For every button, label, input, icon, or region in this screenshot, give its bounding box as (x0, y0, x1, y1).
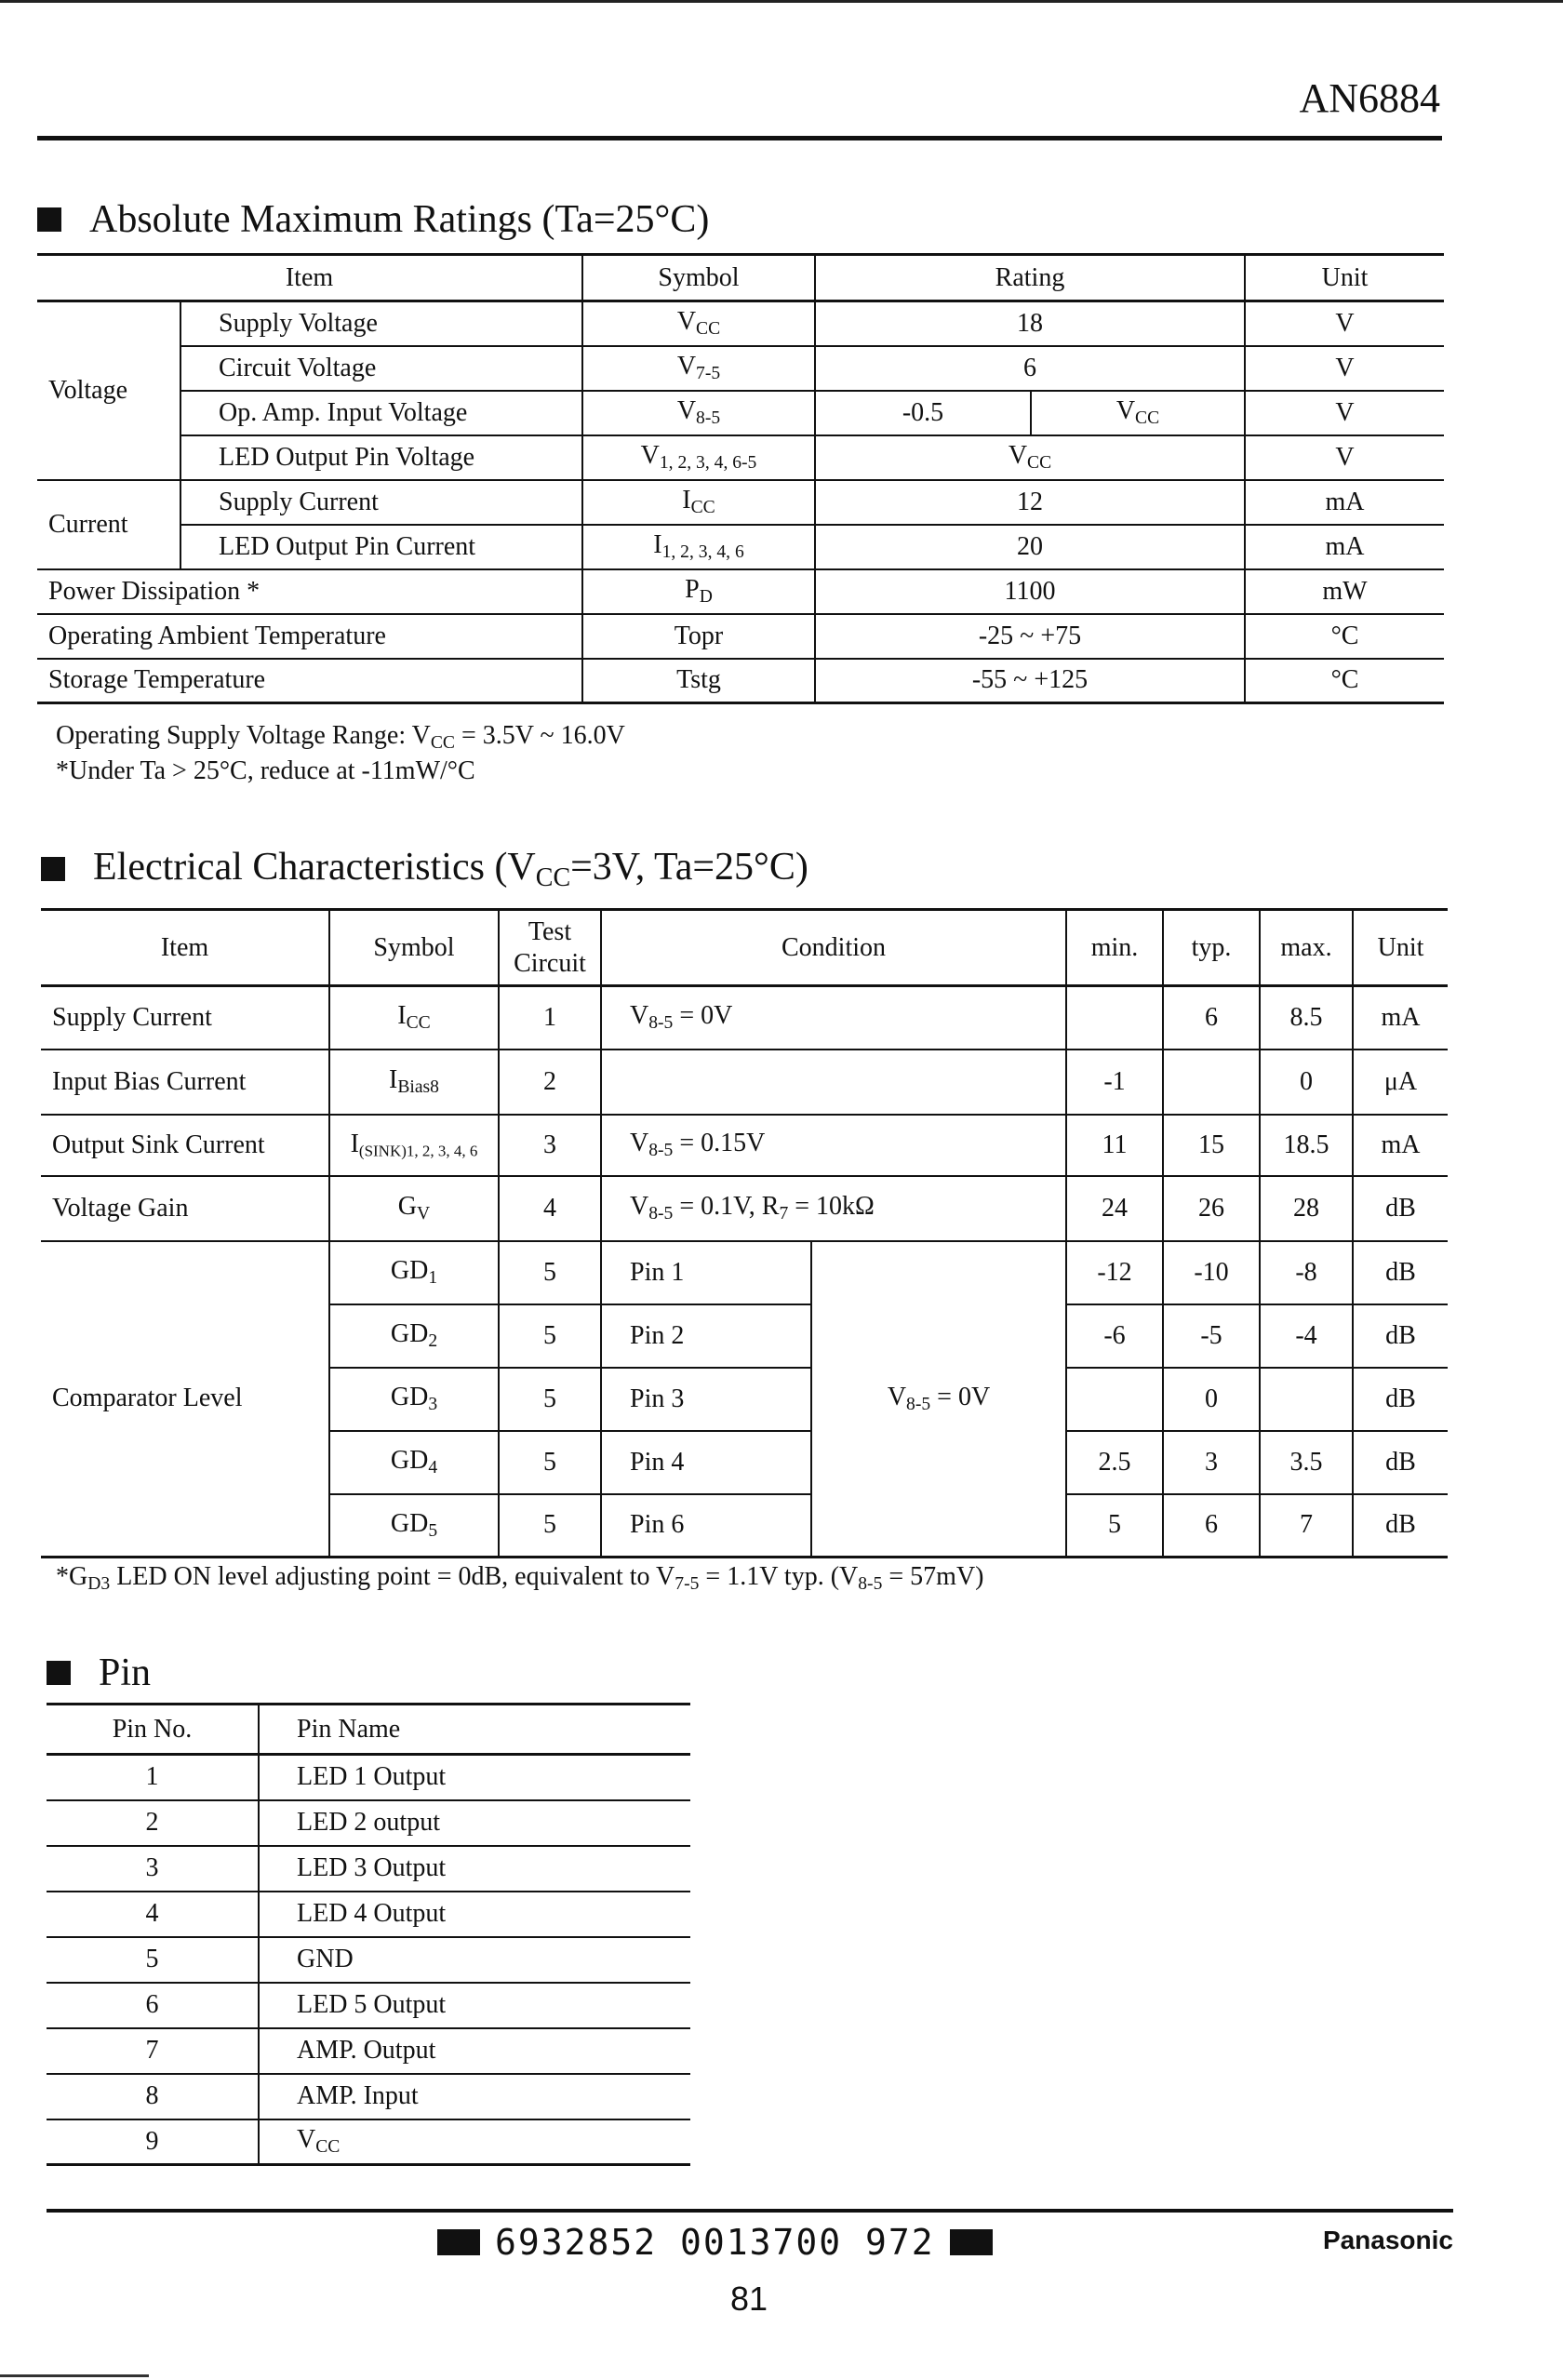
amr-symbol: Topr (582, 614, 815, 659)
ec-min: 11 (1066, 1115, 1163, 1176)
col-header-test-circuit: Test Circuit (499, 910, 601, 986)
ec-pin: Pin 4 (601, 1431, 811, 1494)
ec-max: 7 (1260, 1494, 1353, 1558)
comparator-level-item: Comparator Level (41, 1241, 329, 1558)
amr-symbol: $V_{8-5}$ (582, 391, 815, 435)
amr-unit: °C (1330, 665, 1359, 695)
ec-condition: $V_{8-5} = 0.15V$ (601, 1115, 1066, 1176)
ec-test-circuit: 5 (499, 1431, 601, 1494)
amr-symbol: $I_{1, 2, 3, 4, 6}$ (582, 525, 815, 569)
pin-name: AMP. Output (297, 2036, 436, 2065)
ec-max: 18.5 (1260, 1115, 1353, 1176)
ec-symbol: $I_{(SINK)1, 2, 3, 4, 6}$ (329, 1115, 499, 1176)
ec-test-circuit: 5 (499, 1494, 601, 1558)
ec-min: -1 (1066, 1050, 1163, 1115)
amr-symbol: $P_D$ (582, 569, 815, 614)
col-header-max: max. (1260, 910, 1353, 986)
ec-condition (601, 1050, 1066, 1115)
black-block-icon (950, 2229, 993, 2255)
ec-max: -8 (1260, 1241, 1353, 1304)
footer-code (437, 2222, 993, 2263)
ec-min (1066, 986, 1163, 1050)
ec-condition: $V_{8-5} = 0V$ (601, 986, 1066, 1050)
amr-item: LED Output Pin Current (180, 525, 582, 569)
pin-number: 9 (47, 2119, 259, 2165)
pin-table (47, 1703, 690, 2166)
amr-unit: V (1335, 308, 1355, 338)
ec-min: -6 (1066, 1304, 1163, 1368)
amr-rating: 12 (815, 480, 1245, 525)
amr-symbol: Tstg (582, 659, 815, 703)
amr-item: Storage Temperature (37, 659, 582, 703)
amr-item: Operating Ambient Temperature (37, 614, 582, 659)
section-title: Absolute Maximum Ratings (Ta=25°C) (89, 198, 710, 241)
ec-condition: $V_{8-5} = 0.1V$, $R_7 = 10k\Omega$ (601, 1176, 1066, 1241)
ec-symbol: $G_V$ (329, 1176, 499, 1241)
amr-rating: 18 (815, 301, 1245, 346)
ec-test-circuit: 2 (499, 1050, 601, 1115)
ec-typ: 15 (1163, 1115, 1260, 1176)
ec-symbol: $GD_1$ (329, 1241, 499, 1304)
section-pin (47, 1651, 151, 1695)
ec-unit: dB (1385, 1320, 1416, 1350)
amr-note-voltage-range: Operating Supply Voltage Range: $V_{CC} = 3.5V$ ~ 16.0V (56, 721, 625, 753)
ec-max: 0 (1260, 1050, 1353, 1115)
col-header-unit: Unit (1377, 932, 1424, 962)
ec-test-circuit: 5 (499, 1304, 601, 1368)
ec-min: 5 (1066, 1494, 1163, 1558)
ec-symbol: $I_{CC}$ (329, 986, 499, 1050)
amr-rating-max: $V_{CC}$ (1031, 391, 1245, 435)
amr-rating: 1100 (815, 569, 1245, 614)
ec-pin: Pin 6 (601, 1494, 811, 1558)
ec-typ: 6 (1163, 1494, 1260, 1558)
amr-unit: °C (1330, 621, 1359, 650)
section-title: Electrical Characteristics ($V_{CC}=3V$, Ta=25°C) (93, 846, 808, 892)
col-header-rating: Rating (815, 255, 1245, 301)
top-edge-line (0, 0, 1563, 3)
bullet-square-icon (37, 207, 61, 232)
amr-rating: 20 (815, 525, 1245, 569)
pin-name: LED 3 Output (297, 1853, 447, 1882)
col-header-min: min. (1066, 910, 1163, 986)
ec-max: -4 (1260, 1304, 1353, 1368)
ec-min: 24 (1066, 1176, 1163, 1241)
section-absolute-maximum-ratings (37, 197, 709, 242)
amr-item: Supply Current (180, 480, 582, 525)
ec-min: -12 (1066, 1241, 1163, 1304)
ec-unit: mA (1381, 1002, 1421, 1032)
amr-note-derating: *Under Ta > 25°C, reduce at -11mW/°C (56, 756, 475, 785)
col-header-pin-name: Pin Name (297, 1714, 401, 1744)
ec-typ (1163, 1050, 1260, 1115)
pin-number: 5 (47, 1937, 259, 1983)
ec-item: Output Sink Current (41, 1115, 329, 1176)
amr-symbol: $V_{CC}$ (582, 301, 815, 346)
amr-rating: -55 ~ +125 (815, 659, 1245, 703)
amr-item: Supply Voltage (180, 301, 582, 346)
col-header-item: Item (37, 255, 582, 301)
amr-rating: $V_{CC}$ (815, 435, 1245, 480)
group-current: Current (37, 480, 180, 569)
footer-rule (47, 2209, 1453, 2213)
black-block-icon (437, 2229, 480, 2255)
document-number: AN6884 (1299, 75, 1440, 121)
amr-unit: V (1335, 442, 1355, 472)
electrical-characteristics-table (41, 908, 1448, 1558)
header-rule (37, 136, 1442, 140)
pin-name: GND (297, 1945, 354, 1973)
pin-number: 2 (47, 1800, 259, 1846)
col-header-typ: typ. (1163, 910, 1260, 986)
amr-item: Circuit Voltage (180, 346, 582, 391)
amr-item: Op. Amp. Input Voltage (180, 391, 582, 435)
col-header-condition: Condition (601, 910, 1066, 986)
amr-unit: V (1335, 397, 1355, 427)
ec-test-circuit: 1 (499, 986, 601, 1050)
amr-unit: V (1335, 353, 1355, 382)
ec-unit: μA (1383, 1066, 1418, 1096)
ec-test-circuit: 4 (499, 1176, 601, 1241)
amr-unit: mA (1325, 531, 1365, 561)
ec-symbol: $I_{Bias8}$ (329, 1050, 499, 1115)
bottom-edge-line (0, 2374, 149, 2377)
ec-typ: 0 (1163, 1368, 1260, 1431)
ec-max (1260, 1368, 1353, 1431)
ec-symbol: $GD_3$ (329, 1368, 499, 1431)
ec-unit: dB (1385, 1510, 1416, 1540)
ec-pin: Pin 3 (601, 1368, 811, 1431)
col-header-symbol: Symbol (329, 910, 499, 986)
amr-item: Power Dissipation * (37, 569, 582, 614)
ec-max: 28 (1260, 1176, 1353, 1241)
ec-item: Voltage Gain (41, 1176, 329, 1241)
ec-typ: -10 (1163, 1241, 1260, 1304)
ec-typ: 6 (1163, 986, 1260, 1050)
amr-rating: -25 ~ +75 (815, 614, 1245, 659)
ec-test-circuit: 5 (499, 1368, 601, 1431)
col-header-pin-no: Pin No. (47, 1705, 259, 1755)
bullet-square-icon (41, 857, 65, 881)
amr-unit: mA (1325, 487, 1365, 516)
pin-name: AMP. Input (297, 2081, 419, 2110)
col-header-unit: Unit (1321, 262, 1369, 292)
pin-number: 1 (47, 1755, 259, 1800)
pin-number: 7 (47, 2028, 259, 2074)
ec-pin: Pin 1 (601, 1241, 811, 1304)
ec-symbol: $GD_2$ (329, 1304, 499, 1368)
amr-symbol: $I_{CC}$ (582, 480, 815, 525)
pin-number: 3 (47, 1846, 259, 1892)
section-electrical-characteristics (41, 845, 808, 893)
pin-name: LED 4 Output (297, 1899, 447, 1928)
col-header-item: Item (41, 910, 329, 986)
section-title: Pin (99, 1651, 152, 1694)
amr-item: LED Output Pin Voltage (180, 435, 582, 480)
pin-number: 6 (47, 1983, 259, 2028)
ec-item: Input Bias Current (41, 1050, 329, 1115)
pin-name: LED 1 Output (297, 1762, 447, 1792)
pin-name: $V_{CC}$ (297, 2125, 341, 2158)
amr-symbol: $V_{1, 2, 3, 4, 6-5}$ (582, 435, 815, 480)
bullet-square-icon (47, 1661, 71, 1685)
ec-typ: -5 (1163, 1304, 1260, 1368)
footer-code-text: 6932852 0013700 972 (495, 2222, 935, 2263)
pin-name: LED 5 Output (297, 1990, 447, 2019)
amr-rating-min: -0.5 (815, 391, 1031, 435)
ec-unit: mA (1381, 1130, 1421, 1159)
ec-min: 2.5 (1066, 1431, 1163, 1494)
amr-unit: mW (1322, 576, 1368, 606)
pin-name: LED 2 output (297, 1808, 440, 1837)
ec-typ: 26 (1163, 1176, 1260, 1241)
col-header-symbol: Symbol (582, 255, 815, 301)
ec-unit: dB (1385, 1384, 1416, 1413)
ec-unit: dB (1385, 1193, 1416, 1223)
brand-logo: Panasonic (1322, 2226, 1453, 2254)
amr-symbol: $V_{7-5}$ (582, 346, 815, 391)
ec-unit: dB (1385, 1257, 1416, 1287)
amr-rating: 6 (815, 346, 1245, 391)
ec-test-circuit: 5 (499, 1241, 601, 1304)
pin-number: 8 (47, 2074, 259, 2119)
ec-item: Supply Current (41, 986, 329, 1050)
comparator-condition: $V_{8-5} = 0V$ (811, 1241, 1066, 1558)
ec-min (1066, 1368, 1163, 1431)
ec-max: 3.5 (1260, 1431, 1353, 1494)
ec-symbol: $GD_4$ (329, 1431, 499, 1494)
ec-unit: dB (1385, 1447, 1416, 1477)
ec-test-circuit: 3 (499, 1115, 601, 1176)
page-number: 81 (729, 2280, 768, 2318)
absolute-maximum-ratings-table (37, 253, 1444, 704)
pin-number: 4 (47, 1892, 259, 1937)
group-voltage: Voltage (37, 301, 180, 480)
ec-max: 8.5 (1260, 986, 1353, 1050)
ec-footnote: $*G_{D3}$ LED ON level adjusting point = 0dB, equivalent to $V_{7-5} = 1.1V$ typ. $(V_{8-5} = 57mV)$ (56, 1562, 984, 1594)
ec-typ: 3 (1163, 1431, 1260, 1494)
ec-pin: Pin 2 (601, 1304, 811, 1368)
ec-symbol: $GD_5$ (329, 1494, 499, 1558)
